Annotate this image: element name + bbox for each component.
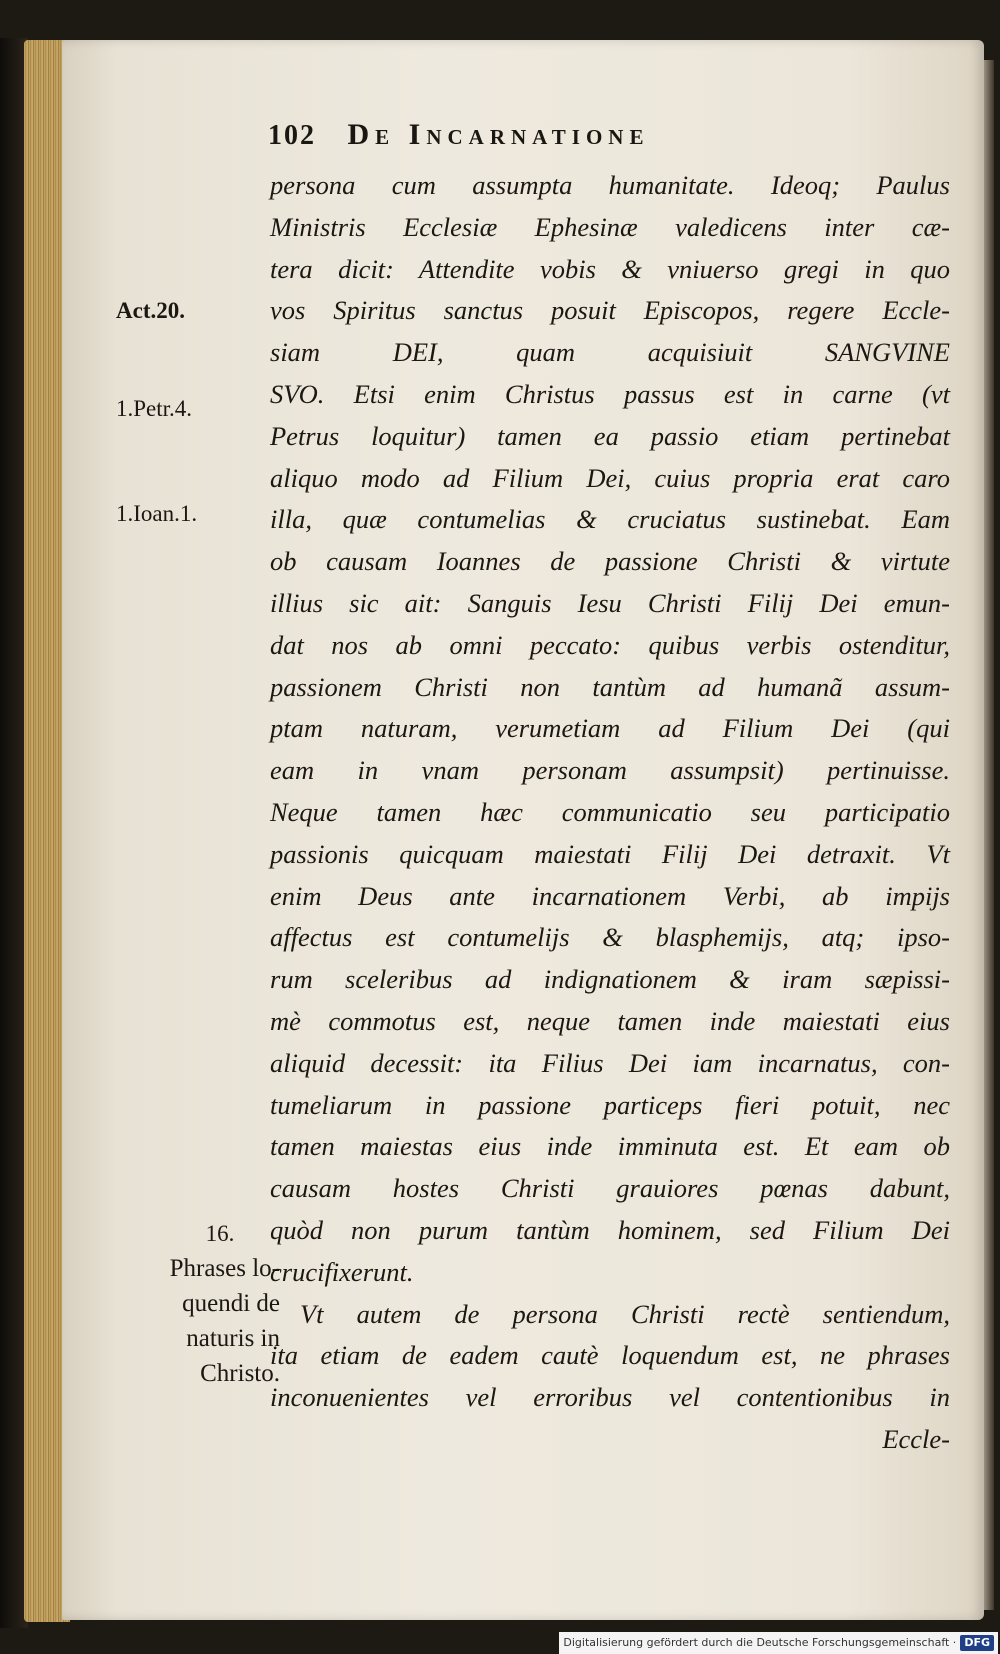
- text-line: inconuenientes vel erroribus vel contentionibus in: [270, 1382, 950, 1413]
- text-line: affectus est contumelijs & blasphemijs, atq; ipso-: [270, 922, 950, 953]
- catchword: Eccle-: [882, 1423, 950, 1454]
- text-line: persona cum assumpta humanitate. Ideoq; Paulus: [270, 170, 950, 200]
- text-line: ita etiam de eadem cautè loquendum est, ne phrases: [270, 1340, 950, 1371]
- section-title-line: quendi de: [182, 1290, 280, 1317]
- text-line: aliquo modo ad Filium Dei, cuius propria erat caro: [270, 462, 950, 493]
- text-line: tera dicit: Attendite vobis & vniuerso gregi in quo: [270, 253, 950, 284]
- text-line: dat nos ab omni peccato: quibus verbis ostenditur,: [270, 629, 950, 660]
- margin-ref-acts: Act.20.: [116, 298, 185, 323]
- margin-ref-ioan: 1.Ioan.1.: [116, 501, 198, 526]
- text-line: Vt autem de persona Christi rectè sentiendum,: [300, 1298, 950, 1329]
- digitization-credit: [559, 1632, 998, 1654]
- margin-ref-petr: 1.Petr.4.: [116, 396, 193, 421]
- running-header: [268, 118, 828, 152]
- text-line: aliquid decessit: ita Filius Dei iam incarnatus, con-: [270, 1047, 950, 1078]
- text-line: ptam naturam, verumetiam ad Filium Dei (qui: [270, 713, 950, 744]
- text-line: Ministris Ecclesiæ Ephesinæ valedicens inter cæ-: [270, 211, 950, 242]
- text-line: ob causam Ioannes de passione Christi & virtute: [270, 546, 950, 577]
- text-line: Petrus loquitur) tamen ea passio etiam pertinebat: [270, 420, 950, 451]
- text-line: crucifixerunt.: [270, 1256, 414, 1287]
- text-line: eam in vnam personam assumpsit) pertinuisse.: [270, 755, 950, 786]
- section-title-line: naturis in: [186, 1325, 280, 1352]
- text-line: siam DEI, quam acquisiuit SANGVINE: [270, 337, 950, 368]
- body-text: [270, 165, 950, 1461]
- running-title: De Incarnatione: [347, 118, 650, 151]
- text-line: SVO. Etsi enim Christus passus est in carne (vt: [270, 378, 950, 409]
- text-line: quòd non purum tantùm hominem, sed Filium Dei: [270, 1214, 950, 1245]
- section-title-line: Phrases lo-: [169, 1255, 280, 1282]
- text-line: passionis quicquam maiestati Filij Dei detraxit. Vt: [270, 838, 950, 869]
- text-line: Neque tamen hæc communicatio seu participatio: [270, 796, 950, 827]
- section-number: 16.: [205, 1221, 235, 1246]
- page-number: 102: [268, 120, 316, 151]
- text-line: enim Deus ante incarnationem Verbi, ab impijs: [270, 880, 950, 911]
- credit-text: Digitalisierung gefördert durch die Deutsche Forschungsgemeinschaft ·: [563, 1636, 957, 1649]
- text-line: illius sic ait: Sanguis Iesu Christi Filij Dei emun-: [270, 587, 950, 618]
- text-line: tamen maiestas eius inde imminuta est. Et eam ob: [270, 1131, 950, 1162]
- text-line: passionem Christi non tantùm ad humanã assum-: [270, 671, 950, 702]
- section-title-line: Christo.: [200, 1360, 280, 1387]
- text-line: vos Spiritus sanctus posuit Episcopos, regere Eccle-: [270, 295, 950, 326]
- text-line: mè commotus est, neque tamen inde maiestati eius: [270, 1005, 950, 1036]
- text-line: rum sceleribus ad indignationem & iram sæpissi-: [270, 964, 950, 995]
- margin-section-note: [140, 1216, 280, 1391]
- text-line: tumeliarum in passione particeps fieri potuit, nec: [270, 1089, 950, 1120]
- page-right-edge: [984, 60, 994, 1610]
- text-line: causam hostes Christi grauiores pœnas dabunt,: [270, 1173, 950, 1204]
- text-line: illa, quæ contumelias & cruciatus sustinebat. Eam: [270, 504, 950, 535]
- dfg-logo: DFG: [960, 1635, 994, 1651]
